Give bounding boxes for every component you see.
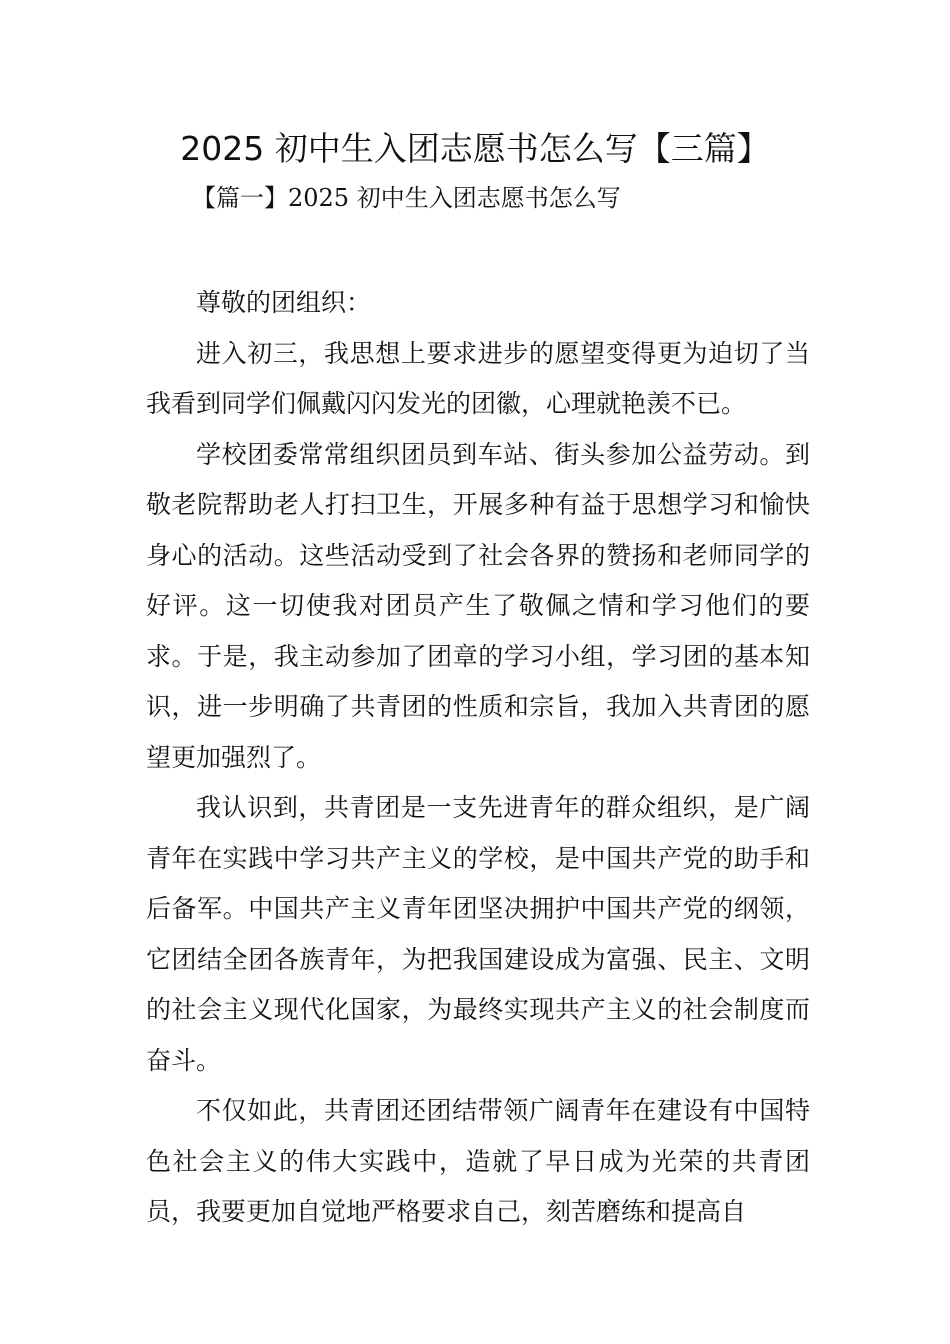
document-title: 2025 初中生入团志愿书怎么写【三篇】 bbox=[180, 129, 770, 168]
section-heading: 【篇一】2025 初中生入团志愿书怎么写 bbox=[192, 184, 621, 212]
paragraph: 我认识到，共青团是一支先进青年的群众组织，是广阔青年在实践中学习共产主义的学校，是中国共产党的助手和后备军。中国共产主义青年团坚决拥护中国共产党的纲领，它团结全团各族青年，为把我国建设成为富强、民主、文明的社会主义现代化国家，为最终实现共产主义的社会制度而奋斗。 bbox=[146, 793, 810, 1075]
document-body bbox=[146, 278, 810, 1238]
paragraph: 不仅如此，共青团还团结带领广阔青年在建设有中国特色社会主义的伟大实践中，造就了早日成为光荣的共青团员，我要更加自觉地严格要求自己，刻苦磨练和提高自 bbox=[146, 1096, 810, 1226]
paragraph: 学校团委常常组织团员到车站、街头参加公益劳动。到敬老院帮助老人打扫卫生，开展多种有益于思想学习和愉快身心的活动。这些活动受到了社会各界的赞扬和老师同学的好评。这一切使我对团员产生了敬佩之情和学习他们的要求。于是，我主动参加了团章的学习小组，学习团的基本知识，进一步明确了共青团的性质和宗旨，我加入共青团的愿望更加强烈了。 bbox=[146, 439, 810, 772]
salutation: 尊敬的团组织： bbox=[196, 288, 372, 317]
paragraph: 进入初三，我思想上要求进步的愿望变得更为迫切了当我看到同学们佩戴闪闪发光的团徽，心理就艳羡不已。 bbox=[146, 338, 810, 418]
